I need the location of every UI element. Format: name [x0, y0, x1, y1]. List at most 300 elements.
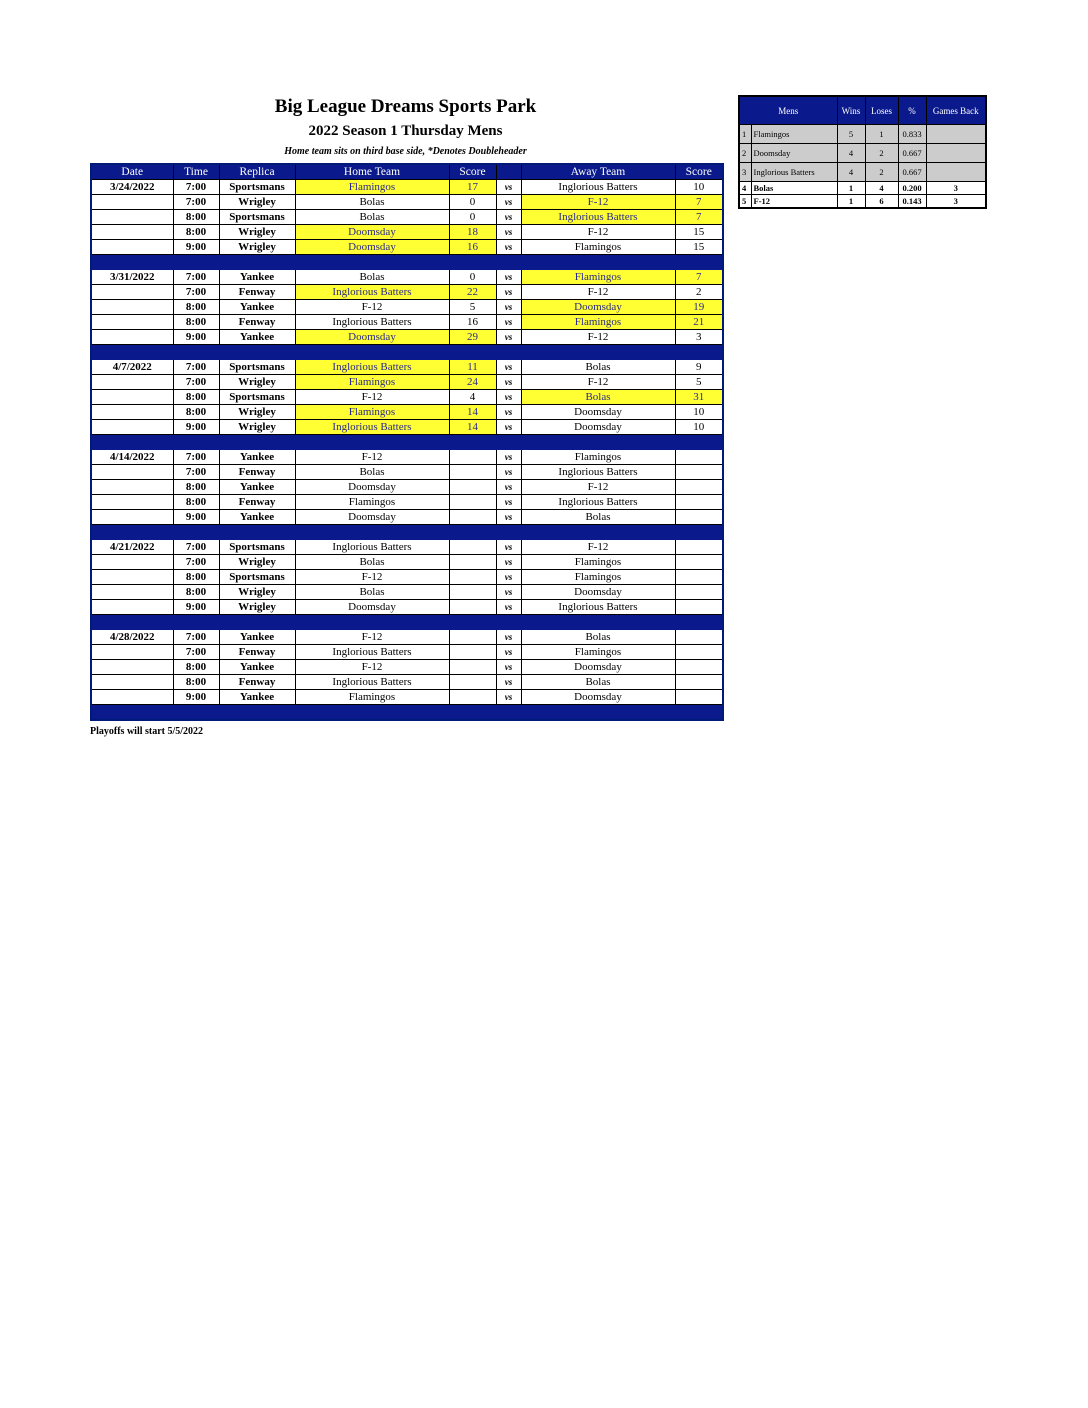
home-score — [449, 465, 496, 480]
away-team: Doomsday — [521, 405, 675, 420]
game-field: Yankee — [219, 330, 295, 345]
away-score — [675, 465, 723, 480]
away-score: 9 — [675, 360, 723, 375]
game-row — [91, 300, 723, 315]
standings-games-back: 3 — [926, 195, 986, 209]
game-field: Sportsmans — [219, 540, 295, 555]
standings-wins: 4 — [837, 163, 865, 182]
away-team: Doomsday — [521, 690, 675, 705]
game-field: Wrigley — [219, 195, 295, 210]
game-date — [91, 510, 173, 525]
game-date — [91, 570, 173, 585]
game-row — [91, 660, 723, 675]
away-score — [675, 675, 723, 690]
game-time: 8:00 — [173, 570, 219, 585]
vs-label: vs — [496, 675, 521, 690]
home-team: Inglorious Batters — [295, 360, 449, 375]
home-team: F-12 — [295, 450, 449, 465]
game-date — [91, 330, 173, 345]
game-date: 3/24/2022 — [91, 180, 173, 195]
game-date — [91, 555, 173, 570]
vs-label: vs — [496, 510, 521, 525]
home-team: Doomsday — [295, 240, 449, 255]
home-team-note: Home team sits on third base side, *Denotes Doubleheader — [284, 146, 527, 157]
standings-loses: 4 — [865, 182, 898, 195]
game-date — [91, 495, 173, 510]
away-score — [675, 495, 723, 510]
game-date: 4/28/2022 — [91, 630, 173, 645]
home-score: 16 — [449, 240, 496, 255]
vs-label: vs — [496, 495, 521, 510]
vs-label: vs — [496, 600, 521, 615]
game-date — [91, 585, 173, 600]
vs-label: vs — [496, 465, 521, 480]
home-score — [449, 645, 496, 660]
game-field: Fenway — [219, 675, 295, 690]
home-team: Bolas — [295, 555, 449, 570]
standings-row — [739, 125, 986, 144]
home-team: Inglorious Batters — [295, 540, 449, 555]
game-time: 7:00 — [173, 195, 219, 210]
away-team: Flamingos — [521, 270, 675, 285]
game-row — [91, 600, 723, 615]
home-score — [449, 555, 496, 570]
vs-label: vs — [496, 555, 521, 570]
standings-rank: 2 — [739, 144, 751, 163]
home-score: 22 — [449, 285, 496, 300]
game-row — [91, 360, 723, 375]
home-team: Inglorious Batters — [295, 420, 449, 435]
game-row — [91, 270, 723, 285]
game-row — [91, 375, 723, 390]
home-score: 4 — [449, 390, 496, 405]
game-field: Yankee — [219, 480, 295, 495]
game-date — [91, 645, 173, 660]
standings-body — [739, 125, 986, 209]
standings-rank: 4 — [739, 182, 751, 195]
vs-label: vs — [496, 285, 521, 300]
game-date — [91, 600, 173, 615]
away-team: F-12 — [521, 540, 675, 555]
schedule-table — [90, 163, 724, 721]
away-team: Bolas — [521, 510, 675, 525]
game-row — [91, 555, 723, 570]
vs-label: vs — [496, 315, 521, 330]
standings-team: Doomsday — [751, 144, 837, 163]
home-team: Flamingos — [295, 180, 449, 195]
game-date — [91, 210, 173, 225]
vs-label: vs — [496, 390, 521, 405]
standings-loses: 6 — [865, 195, 898, 209]
game-field: Sportsmans — [219, 390, 295, 405]
game-date — [91, 240, 173, 255]
game-time: 7:00 — [173, 645, 219, 660]
week-separator — [91, 345, 723, 360]
header-home-score: Score — [449, 164, 496, 180]
standings-pct: 0.667 — [898, 163, 926, 182]
game-time: 7:00 — [173, 270, 219, 285]
away-score: 5 — [675, 375, 723, 390]
game-time: 8:00 — [173, 390, 219, 405]
game-field: Fenway — [219, 285, 295, 300]
home-team: F-12 — [295, 390, 449, 405]
game-row — [91, 240, 723, 255]
away-score — [675, 660, 723, 675]
game-row — [91, 570, 723, 585]
page-subtitle: 2022 Season 1 Thursday Mens — [308, 123, 503, 139]
home-team: Bolas — [295, 270, 449, 285]
standings-row — [739, 195, 986, 209]
home-score — [449, 495, 496, 510]
away-score: 31 — [675, 390, 723, 405]
home-score: 17 — [449, 180, 496, 195]
home-score — [449, 570, 496, 585]
standings-team: Flamingos — [751, 125, 837, 144]
home-score: 18 — [449, 225, 496, 240]
game-row — [91, 180, 723, 195]
game-row — [91, 690, 723, 705]
game-time: 9:00 — [173, 690, 219, 705]
game-field: Wrigley — [219, 585, 295, 600]
away-score: 7 — [675, 270, 723, 285]
game-row — [91, 420, 723, 435]
week-separator — [91, 615, 723, 630]
away-team: Bolas — [521, 360, 675, 375]
game-row — [91, 645, 723, 660]
standings-games-back — [926, 125, 986, 144]
standings-header-wins: Wins — [837, 96, 865, 125]
game-time: 8:00 — [173, 480, 219, 495]
game-time: 7:00 — [173, 285, 219, 300]
standings-row — [739, 182, 986, 195]
vs-label: vs — [496, 240, 521, 255]
home-team: F-12 — [295, 660, 449, 675]
game-time: 9:00 — [173, 240, 219, 255]
game-date — [91, 405, 173, 420]
schedule-header-row — [91, 164, 723, 180]
game-row — [91, 540, 723, 555]
game-field: Wrigley — [219, 420, 295, 435]
game-time: 8:00 — [173, 210, 219, 225]
game-date — [91, 420, 173, 435]
standings-pct: 0.833 — [898, 125, 926, 144]
vs-label: vs — [496, 645, 521, 660]
away-team: Bolas — [521, 390, 675, 405]
game-row — [91, 675, 723, 690]
game-date — [91, 195, 173, 210]
home-score: 29 — [449, 330, 496, 345]
away-team: F-12 — [521, 195, 675, 210]
away-team: F-12 — [521, 285, 675, 300]
away-score — [675, 450, 723, 465]
game-field: Fenway — [219, 465, 295, 480]
game-field: Yankee — [219, 660, 295, 675]
away-team: F-12 — [521, 330, 675, 345]
away-team: Flamingos — [521, 240, 675, 255]
home-score: 5 — [449, 300, 496, 315]
home-score: 0 — [449, 195, 496, 210]
game-time: 7:00 — [173, 180, 219, 195]
away-score: 21 — [675, 315, 723, 330]
vs-label: vs — [496, 225, 521, 240]
away-score: 7 — [675, 195, 723, 210]
standings-header-mens: Mens — [739, 96, 837, 125]
home-score: 24 — [449, 375, 496, 390]
vs-label: vs — [496, 195, 521, 210]
home-team: Doomsday — [295, 330, 449, 345]
header-vs — [496, 164, 521, 180]
standings-pct: 0.143 — [898, 195, 926, 209]
standings-loses: 2 — [865, 144, 898, 163]
game-row — [91, 315, 723, 330]
game-date — [91, 225, 173, 240]
game-date: 4/14/2022 — [91, 450, 173, 465]
game-time: 8:00 — [173, 225, 219, 240]
game-time: 7:00 — [173, 630, 219, 645]
game-field: Wrigley — [219, 240, 295, 255]
home-team: Flamingos — [295, 375, 449, 390]
game-row — [91, 510, 723, 525]
standings-wins: 1 — [837, 182, 865, 195]
header-time: Time — [173, 164, 219, 180]
standings-team: F-12 — [751, 195, 837, 209]
game-row — [91, 495, 723, 510]
vs-label: vs — [496, 660, 521, 675]
away-team: Inglorious Batters — [521, 600, 675, 615]
away-score — [675, 630, 723, 645]
away-score — [675, 540, 723, 555]
vs-label: vs — [496, 360, 521, 375]
game-field: Fenway — [219, 315, 295, 330]
vs-label: vs — [496, 270, 521, 285]
vs-label: vs — [496, 540, 521, 555]
standings-pct: 0.667 — [898, 144, 926, 163]
game-time: 7:00 — [173, 450, 219, 465]
game-row — [91, 585, 723, 600]
away-team: Flamingos — [521, 315, 675, 330]
away-team: Doomsday — [521, 300, 675, 315]
game-time: 8:00 — [173, 300, 219, 315]
game-time: 9:00 — [173, 420, 219, 435]
game-field: Wrigley — [219, 375, 295, 390]
home-team: Bolas — [295, 465, 449, 480]
game-field: Yankee — [219, 300, 295, 315]
home-team: Flamingos — [295, 495, 449, 510]
away-team: Inglorious Batters — [521, 210, 675, 225]
away-team: Flamingos — [521, 555, 675, 570]
home-team: Doomsday — [295, 600, 449, 615]
vs-label: vs — [496, 630, 521, 645]
vs-label: vs — [496, 690, 521, 705]
home-score — [449, 450, 496, 465]
away-score — [675, 570, 723, 585]
game-row — [91, 285, 723, 300]
game-field: Sportsmans — [219, 210, 295, 225]
header-away-team: Away Team — [521, 164, 675, 180]
game-date — [91, 690, 173, 705]
standings-wins: 4 — [837, 144, 865, 163]
vs-label: vs — [496, 480, 521, 495]
home-score — [449, 630, 496, 645]
away-team: F-12 — [521, 225, 675, 240]
away-team: Inglorious Batters — [521, 465, 675, 480]
away-team: Doomsday — [521, 420, 675, 435]
home-score: 0 — [449, 210, 496, 225]
standings-games-back: 3 — [926, 182, 986, 195]
standings-table — [738, 95, 987, 209]
away-score: 19 — [675, 300, 723, 315]
away-team: Doomsday — [521, 585, 675, 600]
home-team: F-12 — [295, 570, 449, 585]
game-date: 3/31/2022 — [91, 270, 173, 285]
game-date — [91, 660, 173, 675]
game-field: Wrigley — [219, 555, 295, 570]
game-row — [91, 210, 723, 225]
home-team: Inglorious Batters — [295, 285, 449, 300]
game-time: 8:00 — [173, 585, 219, 600]
home-score — [449, 480, 496, 495]
standings-pct: 0.200 — [898, 182, 926, 195]
away-team: Inglorious Batters — [521, 495, 675, 510]
game-row — [91, 390, 723, 405]
home-score: 16 — [449, 315, 496, 330]
week-separator — [91, 525, 723, 540]
home-score: 0 — [449, 270, 496, 285]
game-field: Sportsmans — [219, 180, 295, 195]
game-date: 4/21/2022 — [91, 540, 173, 555]
away-score: 3 — [675, 330, 723, 345]
game-date — [91, 285, 173, 300]
vs-label: vs — [496, 330, 521, 345]
game-field: Wrigley — [219, 405, 295, 420]
home-team: F-12 — [295, 300, 449, 315]
vs-label: vs — [496, 570, 521, 585]
game-time: 8:00 — [173, 315, 219, 330]
away-team: Inglorious Batters — [521, 180, 675, 195]
game-time: 9:00 — [173, 600, 219, 615]
game-field: Sportsmans — [219, 360, 295, 375]
home-score: 14 — [449, 420, 496, 435]
home-score — [449, 675, 496, 690]
header-date: Date — [91, 164, 173, 180]
away-team: Doomsday — [521, 660, 675, 675]
away-score — [675, 480, 723, 495]
game-date — [91, 675, 173, 690]
home-score — [449, 510, 496, 525]
away-score: 10 — [675, 420, 723, 435]
standings-rank: 1 — [739, 125, 751, 144]
vs-label: vs — [496, 375, 521, 390]
home-team: Bolas — [295, 195, 449, 210]
game-time: 8:00 — [173, 405, 219, 420]
home-team: Doomsday — [295, 225, 449, 240]
game-date — [91, 465, 173, 480]
vs-label: vs — [496, 210, 521, 225]
header-away-score: Score — [675, 164, 723, 180]
game-date — [91, 315, 173, 330]
game-row — [91, 225, 723, 240]
game-time: 9:00 — [173, 510, 219, 525]
away-score — [675, 690, 723, 705]
standings-team: Inglorious Batters — [751, 163, 837, 182]
game-field: Wrigley — [219, 600, 295, 615]
standings-row — [739, 144, 986, 163]
game-time: 7:00 — [173, 555, 219, 570]
standings-header-games-back: Games Back — [926, 96, 986, 125]
week-separator — [91, 255, 723, 270]
vs-label: vs — [496, 420, 521, 435]
game-time: 8:00 — [173, 660, 219, 675]
home-score — [449, 660, 496, 675]
game-field: Wrigley — [219, 225, 295, 240]
vs-label: vs — [496, 450, 521, 465]
game-field: Yankee — [219, 510, 295, 525]
home-score — [449, 540, 496, 555]
week-separator — [91, 435, 723, 450]
away-score: 15 — [675, 225, 723, 240]
game-time: 9:00 — [173, 330, 219, 345]
header-home-team: Home Team — [295, 164, 449, 180]
schedule-body — [91, 180, 723, 721]
away-score — [675, 645, 723, 660]
away-score: 15 — [675, 240, 723, 255]
vs-label: vs — [496, 300, 521, 315]
standings-rank: 3 — [739, 163, 751, 182]
standings-rank: 5 — [739, 195, 751, 209]
away-score — [675, 585, 723, 600]
home-team: Inglorious Batters — [295, 645, 449, 660]
home-team: Doomsday — [295, 480, 449, 495]
home-team: Flamingos — [295, 690, 449, 705]
game-field: Yankee — [219, 690, 295, 705]
away-score — [675, 510, 723, 525]
home-team: Bolas — [295, 585, 449, 600]
away-team: Bolas — [521, 630, 675, 645]
standings-games-back — [926, 163, 986, 182]
game-time: 7:00 — [173, 375, 219, 390]
week-separator — [91, 705, 723, 721]
standings-header-row — [739, 96, 986, 125]
game-row — [91, 450, 723, 465]
game-date — [91, 375, 173, 390]
home-score — [449, 600, 496, 615]
standings-team: Bolas — [751, 182, 837, 195]
away-team: Flamingos — [521, 570, 675, 585]
game-field: Fenway — [219, 495, 295, 510]
home-score: 14 — [449, 405, 496, 420]
game-date — [91, 300, 173, 315]
away-score — [675, 600, 723, 615]
standings-wins: 5 — [837, 125, 865, 144]
standings-loses: 1 — [865, 125, 898, 144]
game-row — [91, 630, 723, 645]
home-score — [449, 585, 496, 600]
header-replica: Replica — [219, 164, 295, 180]
vs-label: vs — [496, 405, 521, 420]
standings-row — [739, 163, 986, 182]
away-team: Flamingos — [521, 645, 675, 660]
standings-header-loses: Loses — [865, 96, 898, 125]
game-field: Sportsmans — [219, 570, 295, 585]
game-row — [91, 330, 723, 345]
vs-label: vs — [496, 585, 521, 600]
game-time: 7:00 — [173, 465, 219, 480]
home-team: Bolas — [295, 210, 449, 225]
game-time: 8:00 — [173, 675, 219, 690]
game-row — [91, 480, 723, 495]
away-team: F-12 — [521, 480, 675, 495]
home-team: Inglorious Batters — [295, 675, 449, 690]
